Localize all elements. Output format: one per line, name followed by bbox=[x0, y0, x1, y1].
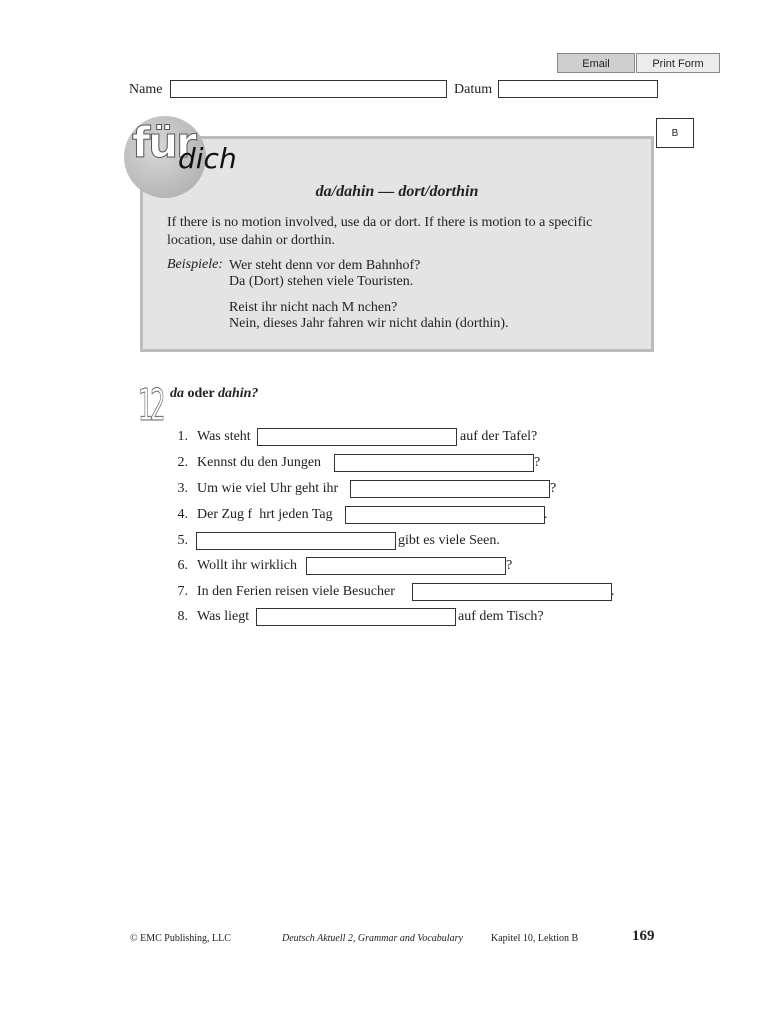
exercise-title-da: da bbox=[170, 386, 184, 401]
date-input[interactable] bbox=[499, 82, 657, 98]
answer-field-4[interactable] bbox=[345, 506, 545, 524]
example-2-question: Reist ihr nicht nach M nchen? bbox=[229, 300, 398, 315]
item-text-before: Kennst du den Jungen bbox=[197, 455, 322, 470]
footer-copyright: © EMC Publishing, LLC bbox=[130, 933, 231, 944]
examples-label: Beispiele: bbox=[167, 257, 223, 272]
name-field[interactable] bbox=[170, 80, 447, 98]
item-number: 1. bbox=[177, 429, 188, 444]
answer-field-3[interactable] bbox=[350, 480, 550, 498]
item-text-before: Was steht bbox=[197, 429, 251, 444]
section-code-field[interactable]: B bbox=[656, 118, 694, 148]
name-label: Name bbox=[129, 82, 163, 97]
logo-fur-text: für bbox=[132, 118, 195, 167]
explanation-line-1: If there is no motion involved, use da or dort. If there is motion to a specific bbox=[167, 215, 593, 230]
answer-input-5[interactable] bbox=[197, 534, 395, 550]
answer-field-1[interactable] bbox=[257, 428, 457, 446]
answer-field-2[interactable] bbox=[334, 454, 534, 472]
footer-book-title: Deutsch Aktuell 2, Grammar and Vocabulary bbox=[282, 933, 463, 944]
example-2-answer: Nein, dieses Jahr fahren wir nicht dahin (dorthin). bbox=[229, 316, 509, 331]
answer-field-5[interactable] bbox=[196, 532, 396, 550]
item-text-after: ? bbox=[506, 558, 513, 573]
box-heading: da/dahin — dort/dorthin bbox=[315, 183, 479, 200]
item-text-before: Wollt ihr wirklich bbox=[197, 558, 297, 573]
item-text-after: ? bbox=[550, 481, 557, 496]
item-number: 7. bbox=[177, 584, 188, 599]
item-text-before: Der Zug f hrt jeden Tag bbox=[197, 507, 333, 522]
item-number: 5. bbox=[177, 533, 188, 548]
answer-input-3[interactable] bbox=[351, 482, 549, 498]
answer-input-8[interactable] bbox=[257, 610, 455, 626]
item-text-before: Um wie viel Uhr geht ihr bbox=[197, 481, 339, 496]
page-number: 169 bbox=[632, 928, 655, 944]
item-text-after: ? bbox=[534, 455, 541, 470]
answer-input-7[interactable] bbox=[413, 585, 611, 601]
item-text-before: Was liegt bbox=[197, 609, 250, 624]
example-1-answer: Da (Dort) stehen viele Touristen. bbox=[229, 274, 414, 289]
exercise-number: 12 bbox=[138, 380, 163, 431]
answer-input-2[interactable] bbox=[335, 456, 533, 472]
logo-dich-text: dich bbox=[178, 142, 237, 175]
item-text-after: auf dem Tisch? bbox=[458, 609, 544, 624]
date-label: Datum bbox=[454, 82, 493, 97]
item-text-after: . bbox=[544, 507, 548, 522]
item-number: 2. bbox=[177, 455, 188, 470]
item-text-before: In den Ferien reisen viele Besucher bbox=[197, 584, 395, 599]
item-number: 6. bbox=[177, 558, 188, 573]
item-text-after: . bbox=[611, 584, 615, 599]
item-number: 8. bbox=[177, 609, 188, 624]
exercise-title bbox=[170, 386, 258, 402]
answer-field-7[interactable] bbox=[412, 583, 612, 601]
item-text-after: gibt es viele Seen. bbox=[398, 533, 500, 548]
name-input[interactable] bbox=[171, 82, 446, 98]
item-number: 4. bbox=[177, 507, 188, 522]
explanation-line-2: location, use dahin or dorthin. bbox=[167, 233, 335, 248]
answer-field-8[interactable] bbox=[256, 608, 456, 626]
example-1-question: Wer steht denn vor dem Bahnhof? bbox=[229, 258, 421, 273]
footer-chapter: Kapitel 10, Lektion B bbox=[491, 933, 579, 944]
answer-input-4[interactable] bbox=[346, 508, 544, 524]
exercise-title-dahin: dahin? bbox=[217, 386, 259, 401]
answer-input-6[interactable] bbox=[307, 559, 505, 575]
item-number: 3. bbox=[177, 481, 188, 496]
answer-field-6[interactable] bbox=[306, 557, 506, 575]
item-text-after: auf der Tafel? bbox=[460, 429, 538, 444]
date-field[interactable] bbox=[498, 80, 658, 98]
exercise-title-oder: oder bbox=[184, 386, 218, 401]
email-button[interactable]: Email bbox=[557, 53, 635, 73]
print-form-button[interactable]: Print Form bbox=[636, 53, 720, 73]
answer-input-1[interactable] bbox=[258, 430, 456, 446]
